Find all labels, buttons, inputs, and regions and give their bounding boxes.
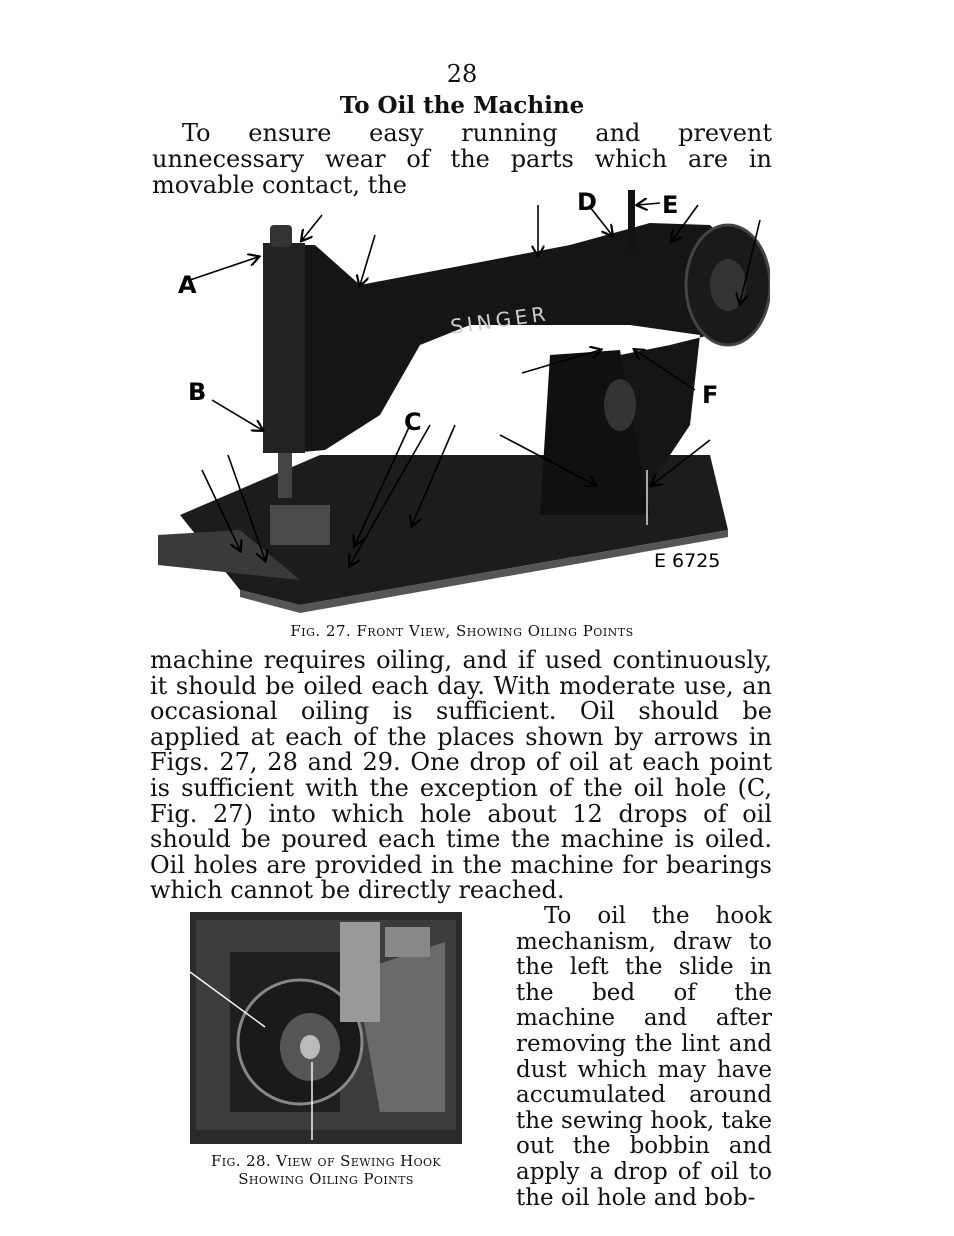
figure-28-caption [158,1152,494,1188]
label-b: B [188,378,207,406]
figure-27-caption: Fig. 27. Front View, Showing Oiling Points [290,622,634,640]
figure-28-caption-line-2: Showing Oiling Points [238,1170,414,1188]
label-c: C [404,408,422,436]
page-number: 28 [446,60,478,88]
figure-27-machine-illustration [150,185,770,615]
label-a: A [178,271,197,299]
figure-code: E 6725 [654,550,721,572]
figure-28-hook-photo [190,912,462,1144]
label-f: F [702,381,719,409]
medallion [604,379,636,431]
body-paragraph: machine requires oiling, and if used continuously, it should be oiled each day. With moderate use, an occasional oiling is sufficient. Oil should be applied at each of the places shown by arrows in Figs. 27, 28 and 29. One drop of oil at each point is sufficient with the exception of the oil hole (C, Fig. 27) into which hole about 12 drops of oil should be poured each time the machine is oiled. Oil holes are provided in the machine for bearings which cannot be directly reached. [150,646,772,905]
section-heading: To Oil the Machine [339,92,585,119]
label-d: D [577,188,597,216]
intro-paragraph: To ensure easy running and prevent unnecessary wear of the parts which are in movable contact, the [152,119,772,199]
figure-28-caption-line-1: Fig. 28. View of Sewing Hook [210,1152,442,1170]
brand-logo: SINGER [448,301,551,339]
sewing-hook-drawing [190,912,462,1144]
needle-bar-head [263,243,305,453]
machine-front-view-drawing [150,185,770,615]
label-e: E [662,191,679,219]
hook-oiling-paragraph: To oil the hook mechanism, draw to the left the slide in the bed of the machine and after removing the lint and dust which may have accumulated around the sewing hook, take out the bobbin and apply a drop of oil to the oil hole and bob- [516,903,772,1211]
